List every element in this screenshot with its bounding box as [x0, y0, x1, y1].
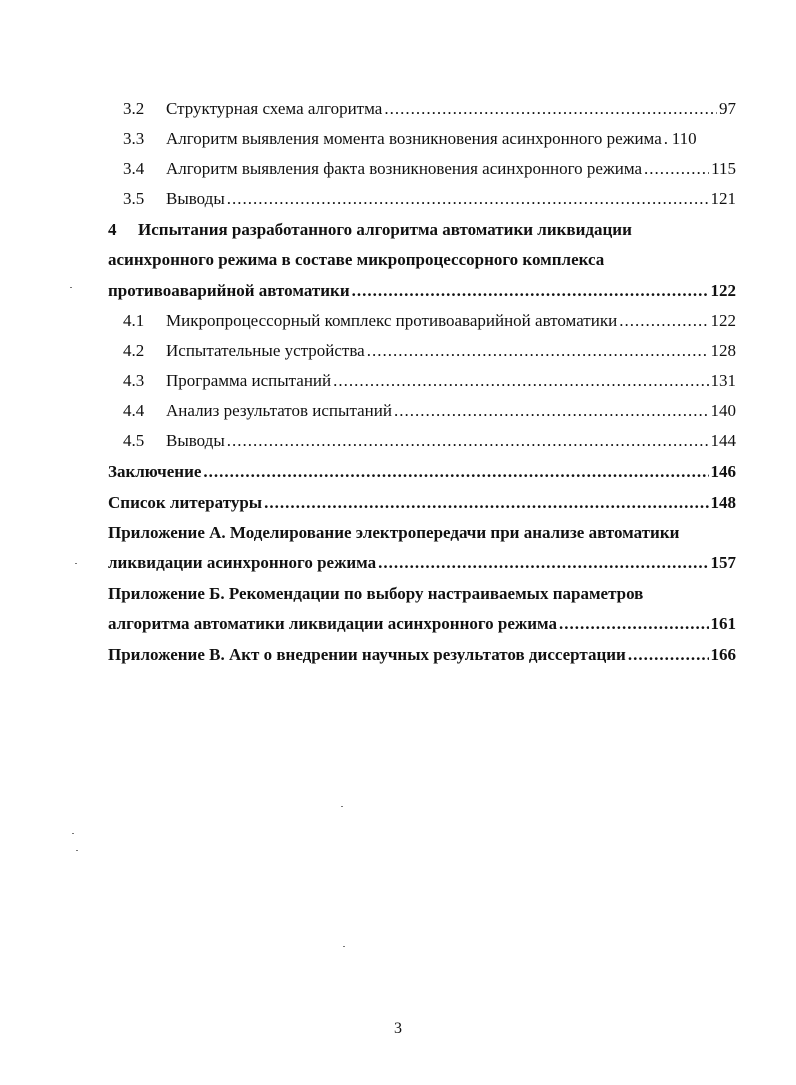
dot-leader [367, 336, 709, 366]
entry-page: 115 [711, 159, 736, 178]
entry-title: Испытательные устройства [166, 341, 365, 360]
entry-page: 122 [710, 281, 736, 300]
entry-number: 4.1 [123, 311, 145, 330]
toc-chapter-4-line2: асинхронного режима в составе микропроцессорного комплекса [108, 250, 605, 269]
entry-title: Алгоритм выявления факта возникновения асинхронного режима [166, 159, 643, 178]
dot-leader [644, 154, 709, 184]
entry-title: Заключение [108, 462, 202, 481]
entry-page: 161 [710, 614, 736, 633]
entry-page: 166 [710, 645, 736, 664]
scan-speck [343, 946, 345, 947]
entry-title: Микропроцессорный комплекс противоаварийной автоматики [166, 311, 618, 330]
dot-leader [264, 488, 708, 518]
entry-page: 128 [710, 341, 736, 360]
entry-page: 97 [719, 99, 736, 118]
entry-page: 121 [710, 189, 736, 208]
entry-number: 4.4 [123, 401, 145, 420]
entry-title: Список литературы [108, 493, 263, 512]
toc-appendix-a-line2 [108, 548, 736, 578]
toc-entry-3-2 [123, 94, 736, 124]
dot-leader [333, 366, 708, 396]
entry-number: 3.5 [123, 189, 145, 208]
toc-entry-references [108, 488, 736, 518]
entry-number: 3.3 [123, 129, 145, 148]
entry-title: Программа испытаний [166, 371, 332, 390]
entry-title: Анализ результатов испытаний [166, 401, 392, 420]
dot-leader [619, 306, 708, 336]
entry-number: 4.2 [123, 341, 145, 360]
toc-entry-4-5 [123, 426, 736, 456]
entry-number: 4.5 [123, 431, 145, 450]
entry-title: ликвидации асинхронного режима [108, 553, 377, 572]
scan-speck [341, 806, 343, 807]
dot-leader [378, 548, 708, 578]
toc-entry-4-3 [123, 366, 736, 396]
entry-title: противоаварийной автоматики [108, 281, 350, 300]
toc-appendix-a-line1: Приложение А. Моделирование электропередачи при анализе автоматики [108, 523, 680, 542]
entry-title: Алгоритм выявления момента возникновения асинхронного режима [166, 129, 662, 148]
dot-leader [628, 640, 709, 670]
dot-leader [203, 457, 708, 487]
entry-title: Выводы [166, 189, 225, 208]
entry-number: 3.4 [123, 159, 145, 178]
entry-page: 131 [710, 371, 736, 390]
entry-title: алгоритма автоматики ликвидации асинхронного режима [108, 614, 558, 633]
scan-speck [70, 287, 72, 288]
dot-leader [384, 94, 717, 124]
entry-page: 110 [671, 129, 697, 148]
toc-entry-4-4 [123, 396, 736, 426]
toc-entry-3-4 [123, 154, 736, 184]
dot-leader [664, 124, 670, 154]
entry-title: Структурная схема алгоритма [166, 99, 383, 118]
dot-leader [559, 609, 708, 639]
dot-leader [352, 276, 709, 306]
scan-speck [75, 563, 77, 564]
entry-page: 157 [710, 553, 736, 572]
toc-appendix-v [108, 640, 736, 670]
entry-title: Испытания разработанного алгоритма автоматики ликвидации [138, 220, 632, 239]
entry-page: 140 [710, 401, 736, 420]
toc-entry-4-1 [123, 306, 736, 336]
toc-appendix-b-line1: Приложение Б. Рекомендации по выбору настраиваемых параметров [108, 584, 644, 603]
toc-chapter-4-line3 [108, 276, 736, 306]
toc-entry-conclusion [108, 457, 736, 487]
entry-title: Приложение В. Акт о внедрении научных результатов диссертации [108, 645, 626, 664]
toc-appendix-b-line2 [108, 609, 736, 639]
dot-leader [227, 184, 709, 214]
dot-leader [227, 426, 709, 456]
scan-speck [76, 850, 78, 851]
page-number: 3 [394, 1020, 402, 1037]
entry-number: 4.3 [123, 371, 145, 390]
entry-page: 122 [710, 311, 736, 330]
toc-entry-3-3 [123, 124, 736, 154]
entry-page: 148 [710, 493, 736, 512]
entry-page: 144 [710, 431, 736, 450]
toc-chapter-4-line1 [108, 215, 632, 245]
scan-speck [72, 833, 74, 834]
toc-entry-3-5 [123, 184, 736, 214]
entry-title: Выводы [166, 431, 225, 450]
entry-number: 4 [108, 220, 117, 239]
dot-leader [394, 396, 709, 426]
entry-page: 146 [710, 462, 736, 481]
toc-entry-4-2 [123, 336, 736, 366]
entry-number: 3.2 [123, 99, 145, 118]
